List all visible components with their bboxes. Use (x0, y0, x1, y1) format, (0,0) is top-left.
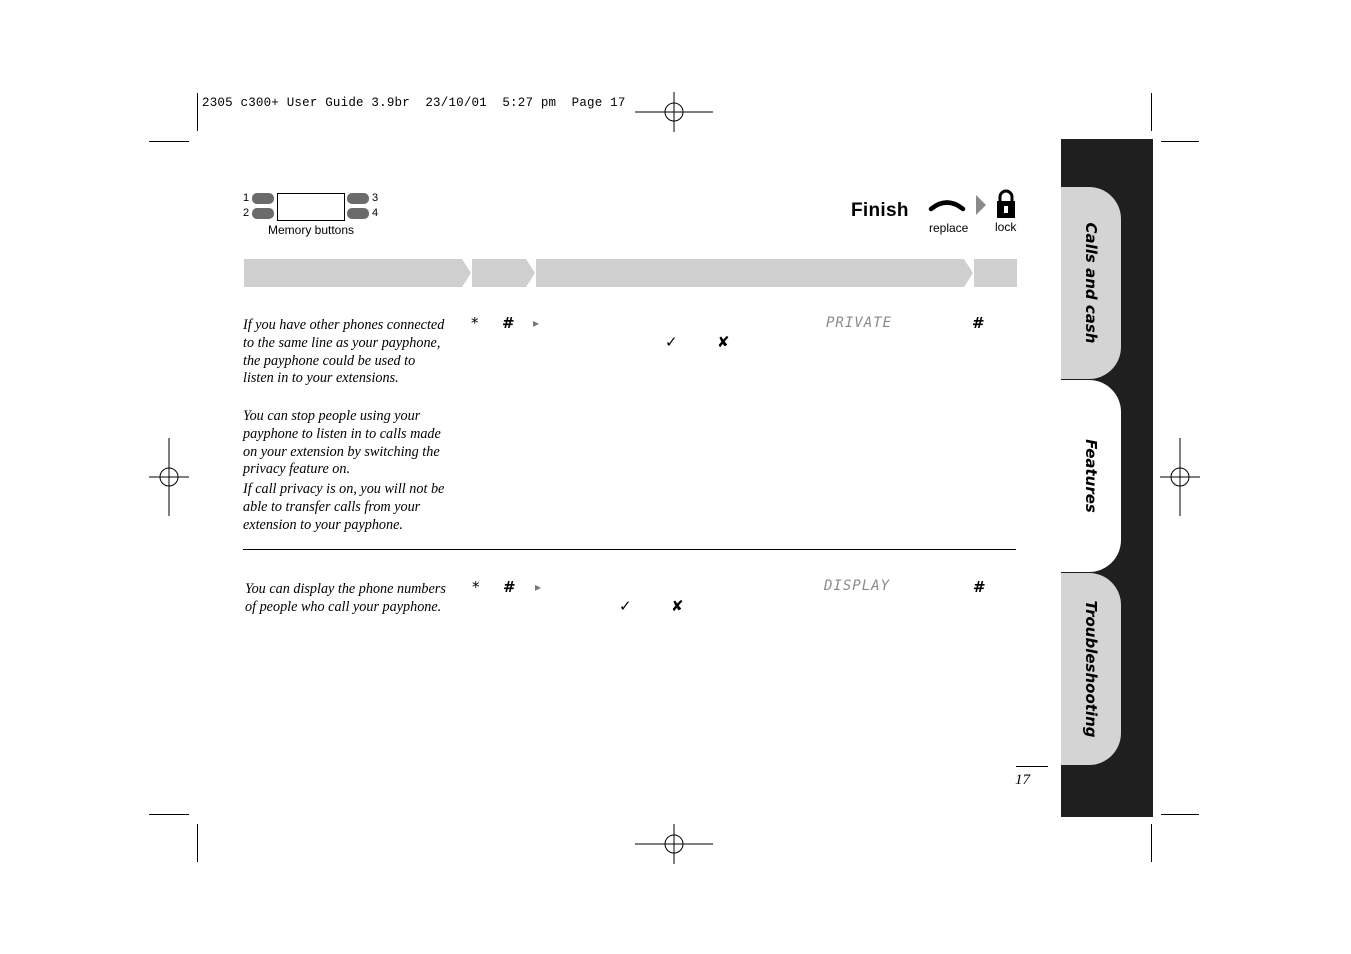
crop-mark (1151, 824, 1152, 862)
tab-label: Features (1082, 439, 1100, 513)
replace-caption: replace (929, 221, 969, 235)
page-number-rule (1016, 766, 1048, 767)
cross-icon: ✘ (671, 597, 684, 615)
tab-calls-and-cash[interactable] (1061, 187, 1121, 379)
crop-mark (1151, 93, 1152, 131)
registration-mark-icon (635, 92, 713, 132)
memory-button-3 (347, 193, 369, 204)
memory-number: 1 (243, 192, 250, 204)
hash-key-icon: # (502, 314, 515, 332)
lcd-display-text: DISPLAY (824, 578, 891, 594)
memory-number: 3 (372, 192, 379, 204)
tab-troubleshooting[interactable] (1061, 573, 1121, 765)
memory-buttons-caption: Memory buttons (268, 223, 355, 237)
crop-mark (149, 141, 189, 142)
memory-button-1 (252, 193, 274, 204)
memory-button-2 (252, 208, 274, 219)
registration-mark-icon (1160, 438, 1200, 516)
arrow-icon: ▸ (533, 316, 540, 330)
crop-mark (197, 93, 198, 131)
memory-number: 2 (243, 207, 250, 219)
hash-key-icon: # (973, 578, 986, 596)
tick-icon: ✓ (619, 597, 632, 615)
paragraph: If call privacy is on, you will not be able to transfer calls from your extension to your payphone. (243, 481, 445, 533)
crop-mark (197, 824, 198, 862)
paragraph: You can display the phone numbers of people who call your payphone. (245, 581, 446, 615)
crop-mark (149, 814, 189, 815)
star-key-icon: * (472, 578, 480, 596)
memory-display-box (277, 193, 345, 221)
paragraph: If you have other phones connected to the same line as your payphone, the payphone could be used to listen in to your extensions. (243, 317, 445, 387)
tab-label: Troubleshooting (1082, 600, 1100, 738)
tick-icon: ✓ (665, 333, 678, 351)
cross-icon: ✘ (717, 333, 730, 351)
memory-button-4 (347, 208, 369, 219)
crop-mark (1161, 141, 1199, 142)
lcd-display-text: PRIVATE (826, 315, 893, 331)
registration-mark-icon (635, 824, 713, 864)
star-key-icon: * (471, 314, 479, 332)
arrow-right-icon (975, 195, 987, 215)
arrow-icon: ▸ (535, 580, 542, 594)
finish-title: Finish (851, 200, 909, 221)
hash-key-icon: # (972, 314, 985, 332)
paragraph: You can stop people using your payphone to listen in to calls made on your extension by switching the privacy feature on. (243, 408, 441, 478)
tab-features[interactable] (1061, 380, 1121, 572)
tab-label: Calls and cash (1082, 222, 1100, 344)
slug-line: 2305 c300+ User Guide 3.9br 23/10/01 5:27 pm Page 17 (202, 96, 626, 110)
registration-mark-icon (149, 438, 189, 516)
lock-caption: lock (995, 220, 1017, 234)
replace-handset-icon (928, 198, 966, 214)
lock-icon (995, 189, 1017, 219)
memory-number: 4 (372, 207, 379, 219)
header-bar (244, 259, 1018, 287)
hash-key-icon: # (503, 578, 516, 596)
page-number: 17 (1015, 772, 1030, 788)
section-divider (243, 549, 1016, 550)
crop-mark (1161, 814, 1199, 815)
